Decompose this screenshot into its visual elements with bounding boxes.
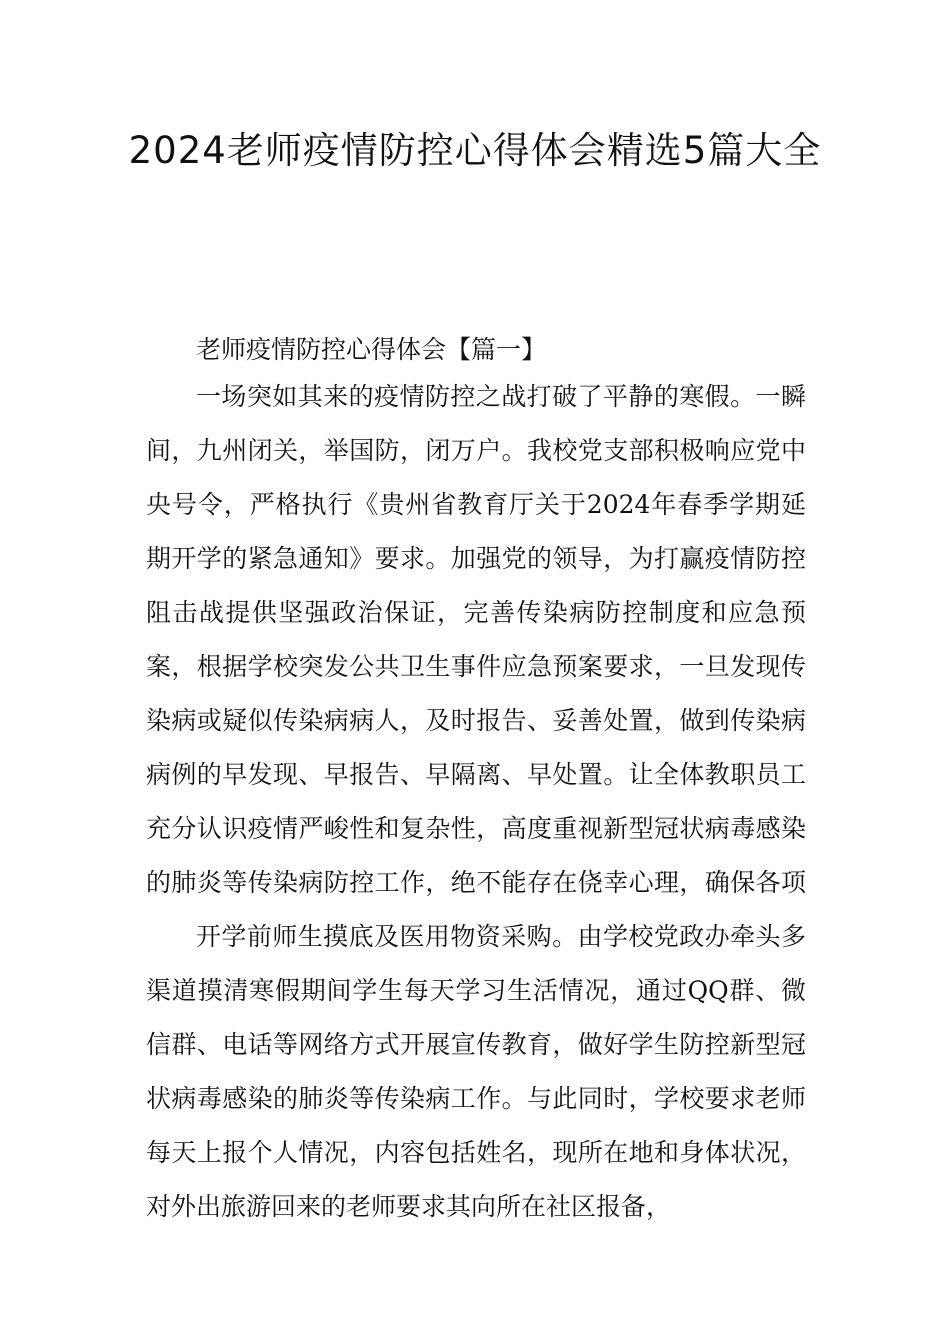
body-paragraph-1: 一场突如其来的疫情防控之战打破了平静的寒假。一瞬间，九州闭关，举国防，闭万户。我校党支部积极响应党中央号令，严格执行《贵州省教育厅关于2024年春季学期延期开学的紧急通知》要求。加强党的领导，为打赢疫情防控阻击战提供坚强政治保证，完善传染病防控制度和应急预案，根据学校突发公共卫生事件应急预案要求，一旦发现传染病或疑似传染病病人，及时报告、妥善处置，做到传染病病例的早发现、早报告、早隔离、早处置。让全体教职员工充分认识疫情严峻性和复杂性，高度重视新型冠状病毒感染的肺炎等传染病防控工作，绝不能存在侥幸心理，确保各项 (146, 382, 806, 897)
body-paragraph-2: 开学前师生摸底及医用物资采购。由学校党政办牵头多渠道摸清寒假期间学生每天学习生活情况，通过QQ群、微信群、电话等网络方式开展宣传教育，做好学生防控新型冠状病毒感染的肺炎等传染病工作。与此同时，学校要求老师每天上报个人情况，内容包括姓名，现所在地和身体状况，对外出旅游回来的老师要求其向所在社区报备， (146, 922, 806, 1221)
section-heading: 老师疫情防控心得体会【篇一】 (196, 335, 547, 364)
page-title: 2024老师疫情防控心得体会精选5篇大全 (128, 129, 822, 172)
